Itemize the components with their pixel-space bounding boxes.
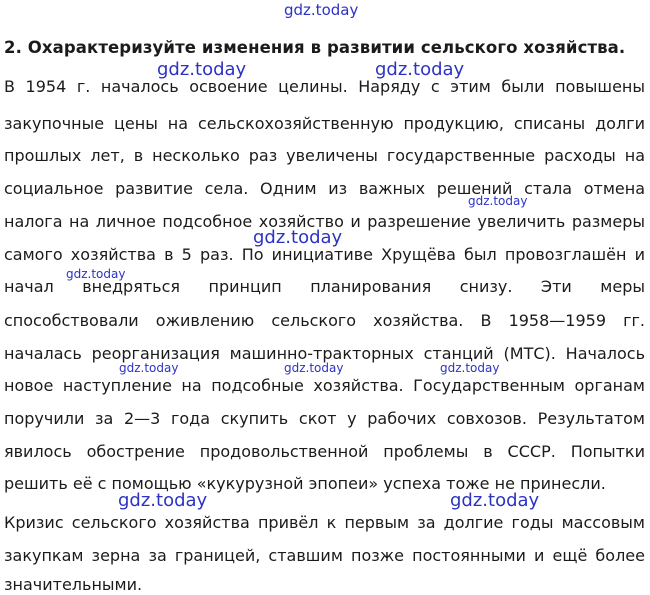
- answer-line: налога на личное подсобное хозяйство и разрешение увеличить размеры: [4, 212, 645, 231]
- answer-line: В 1954 г. началось освоение целины. Наряду с этим были повышены: [4, 77, 645, 96]
- watermark: gdz.today: [119, 361, 179, 375]
- answer-line: способствовали оживлению сельского хозяйства. В 1958—1959 гг.: [4, 311, 645, 330]
- watermark: gdz.today: [440, 361, 500, 375]
- answer-line: закупочные цены на сельскохозяйственную продукцию, списаны долги: [4, 114, 645, 133]
- answer-line: социальное развитие села. Одним из важных решений стала отмена: [4, 179, 645, 198]
- answer-line: Кризис сельского хозяйства привёл к первым за долгие годы массовым: [4, 513, 645, 532]
- watermark: gdz.today: [375, 59, 465, 80]
- watermark: gdz.today: [66, 267, 126, 281]
- answer-line: явилось обострение продовольственной проблемы в СССР. Попытки: [4, 442, 645, 461]
- answer-line: начал внедряться принцип планирования снизу. Эти меры: [4, 277, 645, 296]
- answer-line: закупкам зерна за границей, ставшим позже постоянными и ещё более: [4, 546, 645, 565]
- answer-line: прошлых лет, в несколько раз увеличены государственные расходы на: [4, 146, 645, 165]
- answer-line: решить её с помощью «кукурузной эпопеи» успеха тоже не принесли.: [4, 474, 606, 493]
- watermark: gdz.today: [468, 194, 528, 208]
- answer-line: началась реорганизация машинно-тракторных станций (МТС). Началось: [4, 344, 645, 363]
- watermark: gdz.today: [157, 59, 247, 80]
- answer-line: самого хозяйства в 5 раз. По инициативе Хрущёва был провозглашён и: [4, 245, 645, 264]
- watermark: gdz.today: [118, 490, 208, 511]
- answer-line: значительными.: [4, 575, 143, 594]
- watermark: gdz.today: [450, 490, 540, 511]
- answer-line: новое наступление на подсобные хозяйства. Государственным органам: [4, 376, 645, 395]
- watermark: gdz.today: [253, 227, 343, 248]
- answer-line: поручили за 2—3 года скупить скот у рабочих совхозов. Результатом: [4, 409, 645, 428]
- question-heading: 2. Охарактеризуйте изменения в развитии сельского хозяйства.: [4, 38, 626, 57]
- watermark: gdz.today: [284, 361, 344, 375]
- watermark-top: gdz.today: [284, 1, 359, 19]
